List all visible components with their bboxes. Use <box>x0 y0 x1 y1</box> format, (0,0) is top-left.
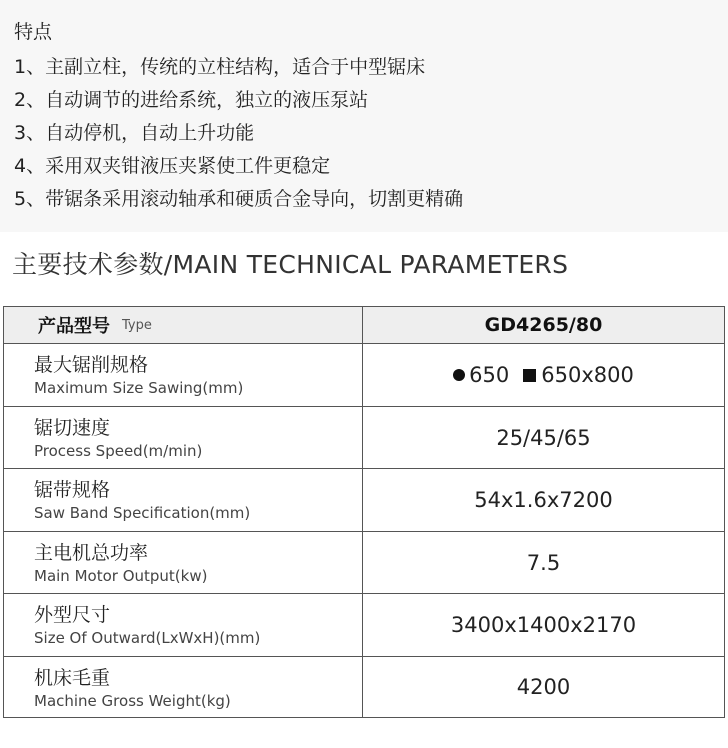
row-value: 25/45/65 <box>496 425 591 450</box>
row-value: 4200 <box>516 675 571 699</box>
row-label-zh: 主电机总功率 <box>34 542 149 564</box>
row-label-zh: 机床毛重 <box>34 667 111 689</box>
row-label-cell <box>4 594 363 656</box>
row-label-zh: 外型尺寸 <box>34 604 111 626</box>
feature-item: 4、采用双夹钳液压夹紧使工件更稳定 <box>14 155 331 177</box>
square-size-value: 650x800 <box>541 363 634 387</box>
row-label-en: Size Of Outward(LxWxH)(mm) <box>34 629 261 647</box>
table-row <box>4 406 724 468</box>
table-row <box>4 656 724 717</box>
row-label-cell <box>4 532 363 593</box>
row-value: 7.5 <box>526 550 561 575</box>
parameters-table <box>3 306 725 718</box>
header-model-value: GD4265/80 <box>484 314 603 336</box>
row-label-cell <box>4 407 363 468</box>
row-label-cell <box>4 344 363 406</box>
filled-square-icon <box>523 369 536 382</box>
feature-item: 3、自动停机，自动上升功能 <box>14 122 255 144</box>
row-label-cell <box>4 657 363 717</box>
feature-item: 2、自动调节的进给系统，独立的液压泵站 <box>14 89 369 111</box>
row-label-en: Main Motor Output(kw) <box>34 567 208 585</box>
header-label-zh: 产品型号 <box>38 316 110 337</box>
round-size-value: 650 <box>469 363 510 387</box>
table-row <box>4 468 724 531</box>
header-label-cell <box>4 307 363 343</box>
feature-item: 1、主副立柱，传统的立柱结构，适合于中型锯床 <box>14 56 426 78</box>
table-row <box>4 531 724 593</box>
table-header-row <box>4 307 724 343</box>
row-label-zh: 锯带规格 <box>34 479 111 501</box>
table-row <box>4 343 724 406</box>
features-heading: 特点 <box>14 21 53 43</box>
table-row <box>4 593 724 656</box>
header-label-en: Type <box>122 317 152 333</box>
row-value: 3400x1400x2170 <box>450 613 637 637</box>
row-label-cell <box>4 469 363 531</box>
section-title: 主要技术参数/MAIN TECHNICAL PARAMETERS <box>12 250 569 279</box>
row-label-zh: 最大锯削规格 <box>34 354 149 376</box>
row-label-en: Maximum Size Sawing(mm) <box>34 379 244 397</box>
row-value: 54x1.6x7200 <box>474 488 613 512</box>
row-label-en: Saw Band Specification(mm) <box>34 504 251 522</box>
feature-item: 5、带锯条采用滚动轴承和硬质合金导向，切割更精确 <box>14 188 464 210</box>
row-label-en: Machine Gross Weight(kg) <box>34 692 231 710</box>
row-label-en: Process Speed(m/min) <box>34 442 203 460</box>
row-value-cell <box>363 344 724 406</box>
filled-circle-icon <box>453 369 465 381</box>
features-panel <box>0 0 728 232</box>
row-label-zh: 锯切速度 <box>34 417 111 439</box>
